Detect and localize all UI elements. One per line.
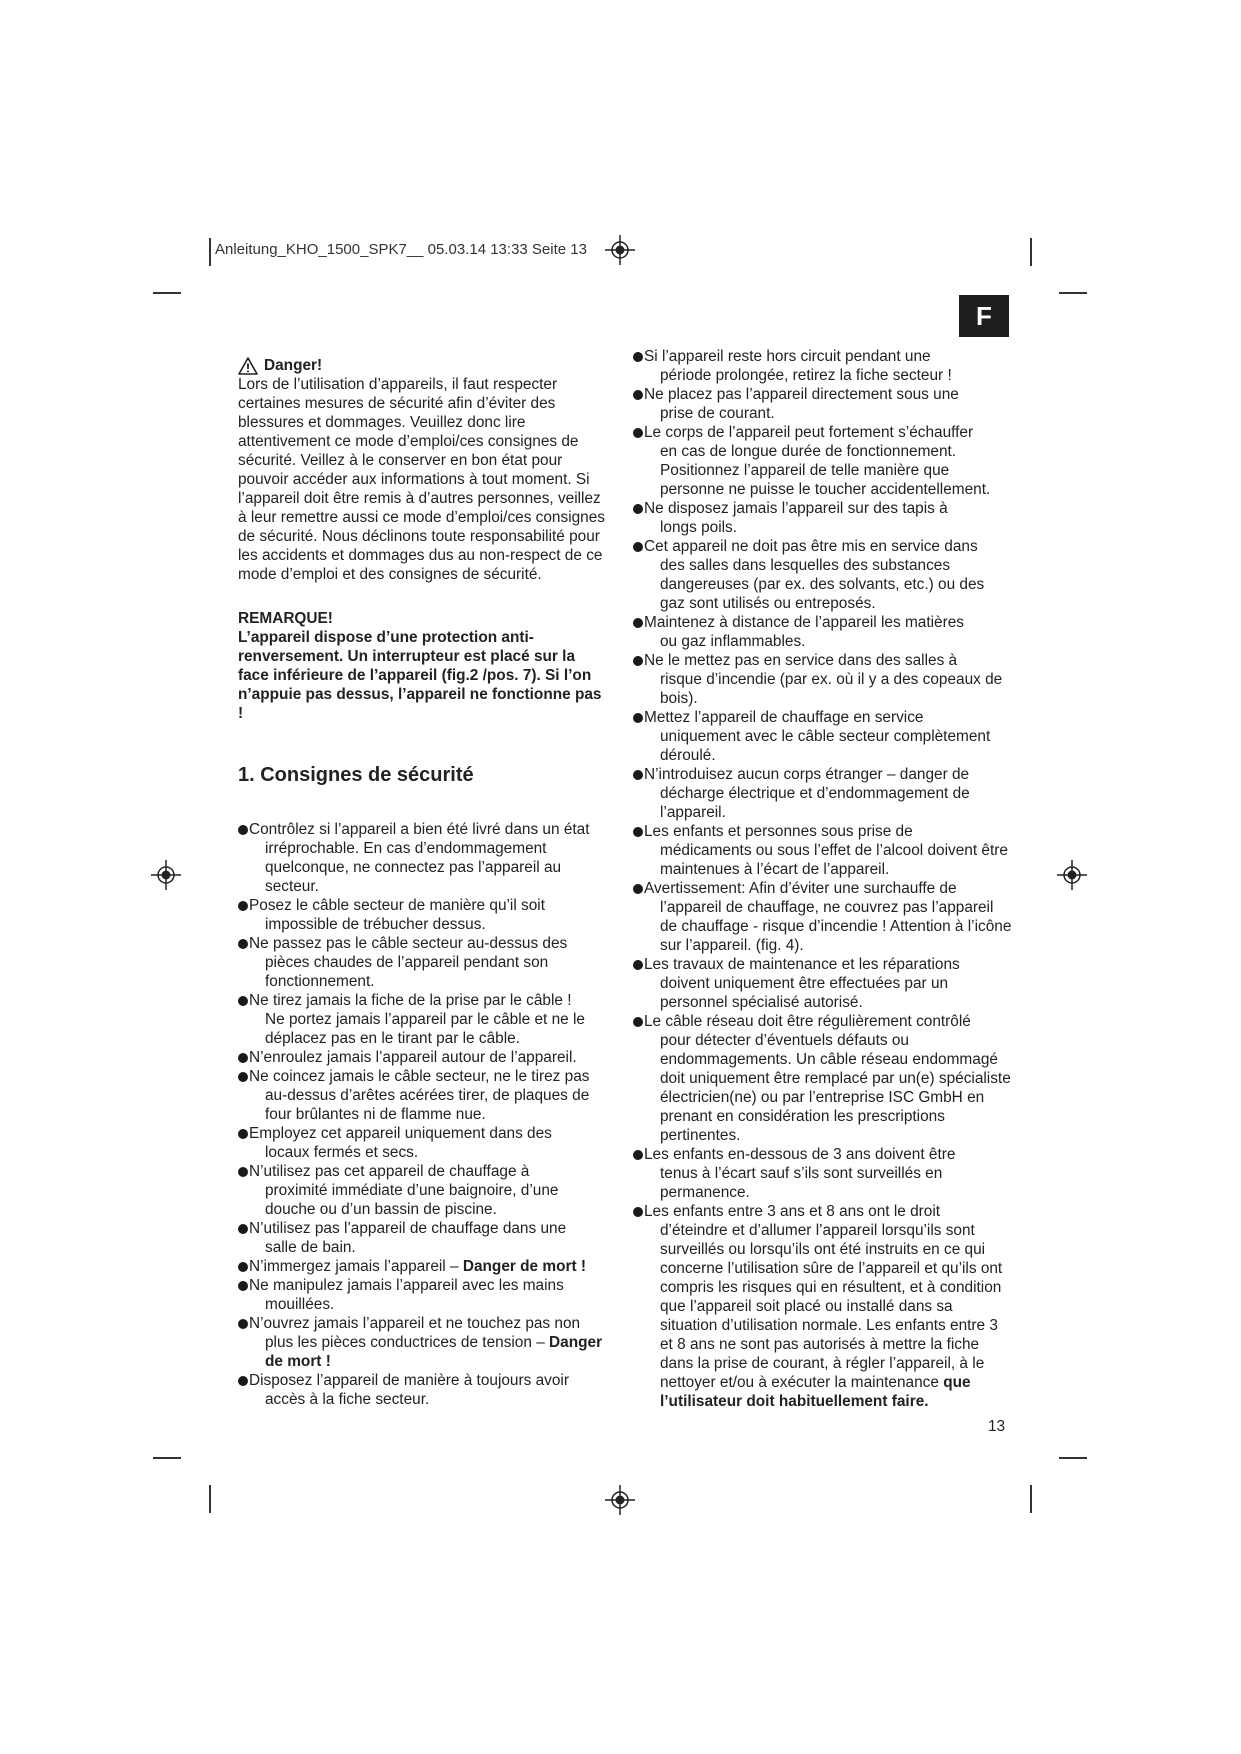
list-item-text: tenus à l’écart sauf s’ils sont surveillés en permanence.: [660, 1165, 943, 1201]
list-item-text: accès à la fiche secteur.: [265, 1391, 430, 1408]
crop-mark: [153, 292, 181, 294]
list-item: [238, 1276, 608, 1314]
list-item-continuation: [642, 1031, 1013, 1145]
danger-title: Danger!: [264, 357, 323, 374]
list-item-continuation: [247, 1181, 608, 1219]
list-item: [633, 537, 1013, 613]
list-item: [633, 822, 1013, 879]
bullet-icon: [238, 1319, 248, 1329]
list-item-first-line: Ne passez pas le câble secteur au-dessus des: [249, 935, 568, 952]
bullet-icon: [633, 504, 643, 514]
list-item: [238, 1162, 608, 1219]
list-item-first-line: Les enfants entre 3 ans et 8 ans ont le droit: [644, 1203, 941, 1220]
bullet-icon: [633, 390, 643, 400]
crop-mark: [153, 1457, 181, 1459]
list-item-text: ou gaz inflammables.: [660, 633, 806, 650]
list-item-first-line: Ne manipulez jamais l’appareil avec les mains: [249, 1277, 564, 1294]
list-item-first-line: Les enfants en-dessous de 3 ans doivent être: [644, 1146, 956, 1163]
bullet-icon: [633, 542, 643, 552]
list-item-text: prise de courant.: [660, 405, 775, 422]
crop-mark: [209, 1485, 211, 1513]
list-item-first-line: Avertissement: Afin d’éviter une surchauffe de: [644, 880, 957, 897]
registration-mark-icon: [605, 1485, 635, 1515]
notice-text: L’appareil dispose d’une protection anti-renversement. Un interrupteur est placé sur la face inférieure de l’appareil (fig.2 /pos. 7). Si l’on n’appuie pas dessus, l’appareil ne fonctionne pas !: [238, 629, 602, 722]
notice-title: REMARQUE!: [238, 610, 333, 627]
list-item-continuation: [247, 1295, 608, 1314]
danger-heading: [238, 356, 608, 375]
bullet-icon: [238, 996, 248, 1006]
list-item: [238, 1371, 608, 1409]
list-item: [238, 1124, 608, 1162]
list-item: [633, 879, 1013, 955]
bullet-icon: [238, 901, 248, 911]
registration-mark-icon: [151, 860, 181, 890]
list-item-first-line: Ne placez pas l’appareil directement sous une: [644, 386, 959, 403]
list-item-first-line: Maintenez à distance de l’appareil les matières: [644, 614, 964, 631]
list-item-text: plus les pièces conductrices de tension –: [265, 1334, 545, 1351]
bullet-icon: [238, 939, 248, 949]
list-item-text: impossible de trébucher dessus.: [265, 916, 486, 933]
list-item-first-line: N’enroulez jamais l’appareil autour de l’appareil.: [249, 1049, 577, 1066]
list-item-text: au-dessus d’arêtes acérées tirer, de plaques de four brûlantes ni de flamme nue.: [265, 1087, 590, 1123]
list-item-first-line: N’introduisez aucun corps étranger – danger de: [644, 766, 970, 783]
bullet-icon: [238, 1129, 248, 1139]
list-item-text: des salles dans lesquelles des substances dangereuses (par ex. des solvants, etc.) ou des gaz sont utilisés ou entreposés.: [660, 557, 985, 612]
list-item-text: d’éteindre et d’allumer l’appareil lorsqu’ils sont surveillés ou lorsqu’ils ont été instruits en ce qui concerne l’utilisation sûre de l’appareil et qu’ils ont compris les risques qui en résultent, et à condition que l’appareil soit placé ou installé dans sa situation d’utilisation normale. Les enfants entre 3 et 8 ans ne sont pas autorisés à mettre la fiche dans la prise de courant, à régler l’appareil, à le nettoyer et/ou à exécuter la maintenance: [660, 1222, 1003, 1391]
list-item-continuation: [247, 915, 608, 934]
section-title: 1. Consignes de sécurité: [238, 764, 474, 786]
list-item-text: longs poils.: [660, 519, 737, 536]
list-item-first-line: Disposez l’appareil de manière à toujours avoir: [249, 1372, 569, 1389]
bullet-icon: [238, 1224, 248, 1234]
list-item-continuation: [642, 632, 1013, 651]
list-item: [238, 1314, 608, 1371]
list-item: [633, 385, 1013, 423]
list-item-continuation: [642, 974, 1013, 1012]
list-item-first-line: Ne coincez jamais le câble secteur, ne le tirez pas: [249, 1068, 590, 1085]
list-item-first-line: Les travaux de maintenance et les réparations: [644, 956, 960, 973]
bullet-icon: [238, 1053, 248, 1063]
list-item: [238, 1257, 608, 1276]
warning-triangle-icon: [238, 357, 258, 375]
list-item-first-line: N’ouvrez jamais l’appareil et ne touchez pas non: [249, 1315, 581, 1332]
safety-list-right: [633, 347, 1013, 1411]
list-item: [633, 499, 1013, 537]
list-item-text: salle de bain.: [265, 1239, 356, 1256]
list-item-first-line: Contrôlez si l’appareil a bien été livré dans un état: [249, 821, 590, 838]
bullet-icon: [238, 1376, 248, 1386]
list-item-text: irréprochable. En cas d’endommagement quelconque, ne connectez pas l’appareil au secteur.: [265, 840, 562, 895]
language-tab: F: [959, 295, 1009, 337]
list-item-emphasis: que l’utilisateur doit habituellement faire.: [660, 1374, 971, 1410]
bullet-icon: [633, 770, 643, 780]
list-item-continuation: [642, 518, 1013, 537]
list-item-text: Ne portez jamais l’appareil par le câble et ne le déplacez pas en le tirant par le câble.: [265, 1011, 585, 1047]
list-item-continuation: [247, 1333, 608, 1371]
list-item: [633, 1012, 1013, 1145]
bullet-icon: [633, 827, 643, 837]
list-item-continuation: [247, 839, 608, 896]
list-item-continuation: [642, 1221, 1013, 1411]
bullet-icon: [633, 884, 643, 894]
list-item-text: proximité immédiate d’une baignoire, d’une douche ou d’un bassin de piscine.: [265, 1182, 559, 1218]
list-item-first-line: Ne le mettez pas en service dans des salles à: [644, 652, 958, 669]
bullet-icon: [238, 1072, 248, 1082]
list-item-text: médicaments ou sous l’effet de l’alcool doivent être maintenues à l’écart de l’appareil.: [660, 842, 1008, 878]
list-item-continuation: [247, 1238, 608, 1257]
list-item-text: période prolongée, retirez la fiche secteur !: [660, 367, 952, 384]
list-item: [238, 991, 608, 1048]
list-item-emphasis: Danger de mort !: [462, 1258, 586, 1275]
list-item-text: doivent uniquement être effectuées par un personnel spécialisé autorisé.: [660, 975, 949, 1011]
list-item-first-line: Le corps de l’appareil peut fortement s’échauffer: [644, 424, 974, 441]
list-item-continuation: [642, 784, 1013, 822]
crop-mark: [1059, 292, 1087, 294]
list-item-first-line: Cet appareil ne doit pas être mis en service dans: [644, 538, 978, 555]
left-column: [238, 356, 608, 1409]
list-item-first-line: Les enfants et personnes sous prise de: [644, 823, 913, 840]
crop-mark: [1030, 1485, 1032, 1513]
list-item-text: en cas de longue durée de fonctionnement. Positionnez l’appareil de telle manière que personne ne puisse le toucher accidentellement.: [660, 443, 991, 498]
list-item: [633, 1145, 1013, 1202]
list-item-first-line: Ne tirez jamais la fiche de la prise par le câble !: [249, 992, 572, 1009]
list-item-continuation: [642, 670, 1013, 708]
list-item-first-line: Posez le câble secteur de manière qu’il soit: [249, 897, 545, 914]
list-item-first-line: N’immergez jamais l’appareil –: [249, 1258, 459, 1275]
list-item: [238, 934, 608, 991]
list-item-text: pour détecter d’éventuels défauts ou endommagements. Un câble réseau endommagé doit uniquement être remplacé par un(e) spécialiste électricien(ne) ou par l’entreprise ISC GmbH en prenant en considération les prescriptions pertinentes.: [660, 1032, 1011, 1144]
page-number: 13: [988, 1418, 1006, 1435]
list-item-first-line: N’utilisez pas cet appareil de chauffage à: [249, 1163, 530, 1180]
list-item-emphasis: Danger de mort !: [265, 1334, 603, 1370]
list-item-text: décharge électrique et d’endommagement de l’appareil.: [660, 785, 970, 821]
list-item-continuation: [642, 366, 1013, 385]
bullet-icon: [633, 1207, 643, 1217]
list-item: [633, 765, 1013, 822]
list-item: [238, 820, 608, 896]
bullet-icon: [633, 428, 643, 438]
list-item: [633, 955, 1013, 1012]
list-item-first-line: Mettez l’appareil de chauffage en service: [644, 709, 924, 726]
list-item: [238, 1067, 608, 1124]
list-item-continuation: [642, 727, 1013, 765]
registration-mark-icon: [605, 235, 635, 265]
list-item-continuation: [247, 953, 608, 991]
notice-block: [238, 609, 608, 723]
bullet-icon: [238, 825, 248, 835]
list-item: [633, 651, 1013, 708]
bullet-icon: [633, 960, 643, 970]
list-item-continuation: [642, 556, 1013, 613]
safety-list-left: [238, 820, 608, 1409]
list-item-first-line: Employez cet appareil uniquement dans des: [249, 1125, 552, 1142]
bullet-icon: [633, 713, 643, 723]
crop-mark: [209, 238, 211, 266]
list-item-continuation: [247, 1390, 608, 1409]
list-item-text: l’appareil de chauffage, ne couvrez pas l’appareil de chauffage - risque d’incendie ! Attention à l’icône sur l’appareil. (fig. 4).: [660, 899, 1012, 954]
list-item-continuation: [642, 1164, 1013, 1202]
bullet-icon: [633, 656, 643, 666]
crop-mark: [1030, 238, 1032, 266]
print-header: Anleitung_KHO_1500_SPK7__ 05.03.14 13:33 Seite 13: [215, 241, 587, 258]
bullet-icon: [238, 1281, 248, 1291]
list-item-text: risque d’incendie (par ex. où il y a des copeaux de bois).: [660, 671, 1003, 707]
list-item: [238, 1048, 608, 1067]
bullet-icon: [238, 1262, 248, 1272]
list-item-continuation: [642, 898, 1013, 955]
list-item-continuation: [642, 841, 1013, 879]
crop-mark: [1059, 1457, 1087, 1459]
list-item-continuation: [247, 1010, 608, 1048]
list-item-text: mouillées.: [265, 1296, 335, 1313]
list-item: [633, 708, 1013, 765]
bullet-icon: [238, 1167, 248, 1177]
list-item-first-line: Ne disposez jamais l’appareil sur des tapis à: [644, 500, 948, 517]
bullet-icon: [633, 1150, 643, 1160]
list-item: [238, 896, 608, 934]
list-item: [633, 423, 1013, 499]
list-item-continuation: [642, 442, 1013, 499]
list-item-continuation: [247, 1143, 608, 1162]
list-item-continuation: [642, 404, 1013, 423]
list-item-text: locaux fermés et secs.: [265, 1144, 419, 1161]
list-item-first-line: N’utilisez pas l’appareil de chauffage dans une: [249, 1220, 567, 1237]
bullet-icon: [633, 1017, 643, 1027]
list-item: [633, 347, 1013, 385]
danger-text: Lors de l’utilisation d’appareils, il faut respecter certaines mesures de sécurité afin d’éviter des blessures et dommages. Veuillez donc lire attentivement ce mode d’emploi/ces consignes de sécurité. Veillez à le conserver en bon état pour pouvoir accéder aux informations à tout moment. Si l’appareil doit être remis à d’autres personnes, veillez à leur remettre aussi ce mode d’emploi/ces consignes de sécurité. Nous déclinons toute responsabilité pour les accidents et dommages dus au non-respect de ce mode d’emploi et des consignes de sécurité.: [238, 376, 605, 583]
list-item: [633, 1202, 1013, 1411]
list-item: [633, 613, 1013, 651]
list-item: [238, 1219, 608, 1257]
list-item-text: uniquement avec le câble secteur complètement déroulé.: [660, 728, 991, 764]
bullet-icon: [633, 618, 643, 628]
bullet-icon: [633, 352, 643, 362]
list-item-first-line: Si l’appareil reste hors circuit pendant une: [644, 348, 931, 365]
list-item-text: pièces chaudes de l’appareil pendant son fonctionnement.: [265, 954, 549, 990]
registration-mark-icon: [1057, 860, 1087, 890]
right-column: [633, 347, 1013, 1411]
list-item-first-line: Le câble réseau doit être régulièrement contrôlé: [644, 1013, 971, 1030]
list-item-continuation: [247, 1086, 608, 1124]
